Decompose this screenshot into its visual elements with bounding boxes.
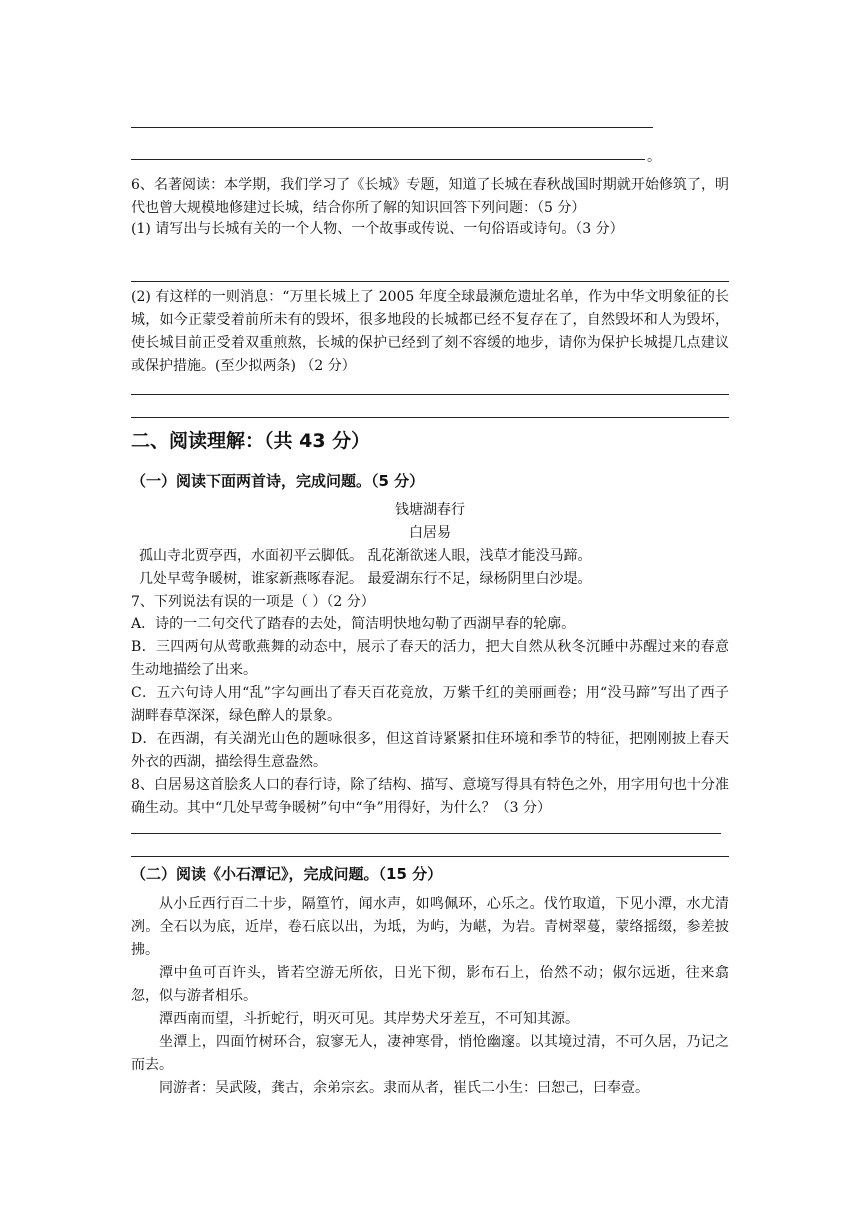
passage-paragraph: 坐潭上，四面竹树环合，寂寥无人，凄神寒骨，悄怆幽邃。以其境过清，不可久居，乃记之而去。 — [131, 1034, 729, 1073]
poem-line: 几处早莺争暖树，谁家新燕啄春泥。 最爱湖东行不足，绿杨阴里白沙堤。 — [139, 571, 592, 587]
poem-line: 孤山寺北贾亭西，水面初平云脚低。 乱花渐欲迷人眼，浅草才能没马蹄。 — [139, 548, 592, 564]
q7-option-a: A．诗的一二句交代了踏春的去处，简洁明快地勾勒了西湖早春的轮廓。 — [131, 616, 576, 632]
answer-line — [131, 856, 729, 857]
answer-line — [131, 833, 721, 834]
answer-line — [131, 394, 729, 395]
passage-paragraph: 同游者：吴武陵，龚古，余弟宗玄。隶而从者，崔氏二小生：曰恕己，曰奉壹。 — [159, 1080, 649, 1096]
part2-title: （二）阅读《小石潭记》，完成问题。（15 分） — [131, 865, 443, 883]
q6-intro: 6、名著阅读：本学期，我们学习了《长城》专题，知道了长城在春秋战国时期就开始修筑了，明代也曾大规模地修建过长城，结合你所了解的知识回答下列问题：（5 分） — [131, 177, 729, 216]
answer-line — [131, 127, 653, 128]
answer-line — [131, 281, 729, 282]
poem-author: 白居易 — [409, 525, 451, 541]
q7-stem: 7、下列说法有误的一项是（ ）（2 分） — [131, 594, 375, 610]
q8-stem: 8、白居易这首脍炙人口的春行诗，除了结构、描写、意境写得具有特色之外，用字用句也十分准确生动。其中“几处早莺争暖树”句中“争”用得好，为什么？（3 分） — [131, 777, 729, 816]
q7-option-c: C．五六句诗人用“乱”字勾画出了春天百花竞放，万紫千红的美丽画卷；用“没马蹄”写出了西子湖畔春草深深，绿色醉人的景象。 — [131, 685, 729, 724]
part1-title: （一）阅读下面两首诗，完成问题。（5 分） — [131, 472, 425, 490]
q7-option-d: D．在西湖，有关湖光山色的题咏很多，但这首诗紧紧扣住环境和季节的特征，把刚刚披上春天外衣的西湖，描绘得生意盎然。 — [131, 731, 729, 770]
poem-title: 钱塘湖春行 — [395, 502, 465, 518]
answer-line — [131, 159, 645, 160]
passage-paragraph: 从小丘西行百二十步，隔篁竹，闻水声，如鸣佩环，心乐之。伐竹取道，下见小潭，水尤清冽。全石以为底，近岸，卷石底以出，为坻，为屿，为嵁，为岩。青树翠蔓，蒙络摇缀，参差披拂。 — [131, 896, 729, 958]
q6-sub1: (1) 请写出与长城有关的一个人物、一个故事或传说、一句俗语或诗句。（3 分） — [131, 221, 624, 237]
q7-option-b: B．三四两句从莺歌燕舞的动态中，展示了春天的活力，把大自然从秋冬沉睡中苏醒过来的春意生动地描绘了出来。 — [131, 639, 729, 678]
q6-sub2: (2) 有这样的一则消息：“万里长城上了 2005 年度全球最濒危遗址名单，作为中华文明象征的长城，如今正蒙受着前所未有的毁坏，很多地段的长城都已经不复存在了，自然毁坏和人为毁坏，使长城目前正受着双重煎熬，长城的保护已经到了刻不容缓的地步，请你为保护长城提几点建议或保护措施。(至少拟两条) （2 分） — [131, 289, 729, 374]
passage-paragraph: 潭中鱼可百许头，皆若空游无所依，日光下彻，影布石上，佁然不动；俶尔远逝，往来翕忽，似与游者相乐。 — [131, 965, 729, 1004]
answer-line-period: 。 — [647, 149, 661, 165]
answer-line — [131, 417, 729, 418]
section-title: 二、阅读理解：（共 43 分） — [131, 430, 371, 452]
passage-paragraph: 潭西南而望，斗折蛇行，明灭可见。其岸势犬牙差互，不可知其源。 — [159, 1011, 579, 1027]
